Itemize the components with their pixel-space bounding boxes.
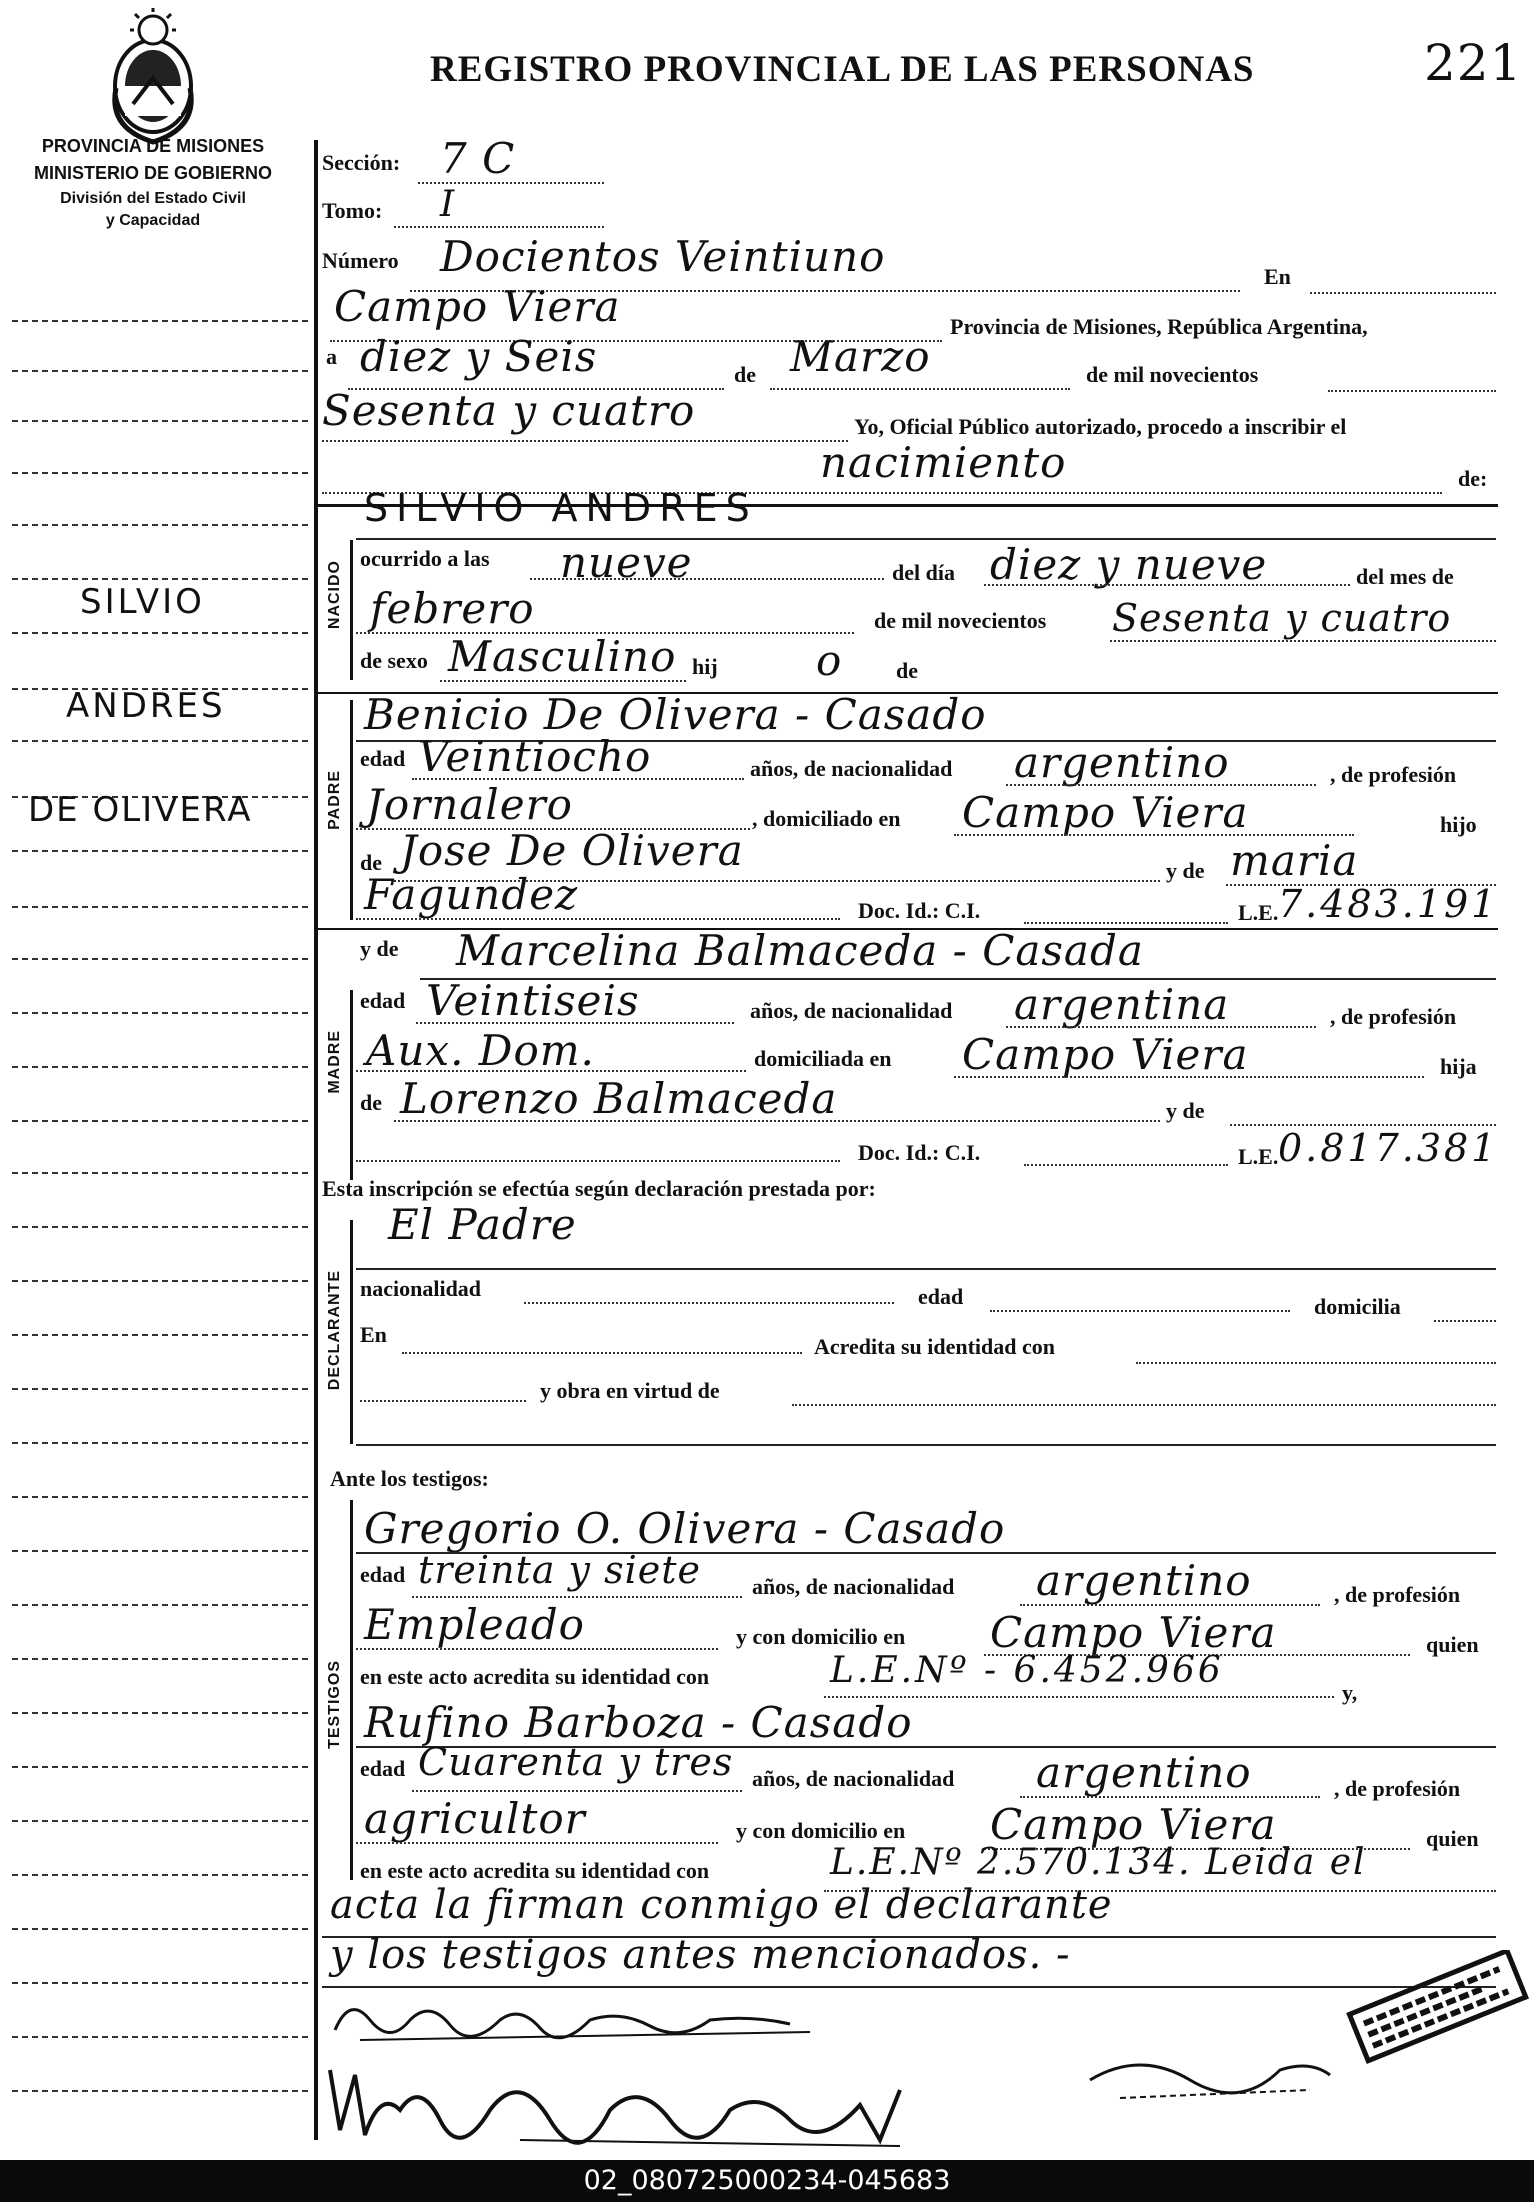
nacido-tag: NACIDO	[326, 560, 343, 630]
org-line-2: MINISTERIO DE GOBIERNO	[33, 163, 273, 183]
closing-line-1: acta la firman conmigo el declarante	[330, 1882, 1113, 1928]
org-block	[8, 136, 298, 230]
sexo-value: Masculino	[448, 632, 677, 681]
declarante-bracket	[350, 1220, 353, 1444]
t2-domicilio-label: y con domicilio en	[736, 1818, 906, 1843]
declarante-nac-label: nacionalidad	[360, 1276, 482, 1301]
yo-oficial-label: Yo, Oficial Público autorizado, procedo a inscribir el	[854, 414, 1347, 439]
t1-acredita-label: en este acto acredita su identidad con	[360, 1664, 710, 1689]
a-label: a	[326, 344, 337, 369]
testigos-bracket	[350, 1500, 353, 1880]
declarante-en-label: En	[360, 1322, 387, 1347]
madre-doc-label: Doc. Id.: C.I.	[858, 1140, 981, 1165]
margin-note-1: SILVIO	[80, 582, 205, 622]
t2-edad-label: edad	[360, 1756, 406, 1781]
declarante-edad-label: edad	[918, 1284, 964, 1309]
signature-declarante	[330, 1990, 850, 2050]
del-mes-label: del mes de	[1356, 564, 1454, 589]
madre-le-label: L.E.	[1238, 1144, 1279, 1169]
madre-y-de-label: y de	[360, 936, 399, 961]
tomo-label: Tomo:	[322, 198, 383, 223]
padre-doc-label: Doc. Id.: C.I.	[858, 898, 981, 923]
padre-dom-value: Campo Viera	[962, 788, 1249, 837]
madre-hija-label: hija	[1440, 1054, 1477, 1079]
org-line-1: PROVINCIA DE MISIONES	[41, 136, 265, 156]
t2-edad-value: Cuarenta y tres	[418, 1740, 734, 1784]
declarante-domicilia-label: domicilia	[1314, 1294, 1401, 1319]
madre-de-label: de	[360, 1090, 382, 1115]
declarante-tag: DECLARANTE	[326, 1270, 343, 1391]
t1-nac-value: argentino	[1036, 1556, 1252, 1605]
nombre-value: SILVIO ANDRES	[364, 486, 758, 530]
page-title: REGISTRO PROVINCIAL DE LAS PERSONAS	[430, 49, 1255, 90]
t1-doc-value: L.E.Nº - 6.452.966	[830, 1650, 1224, 1691]
t1-dom-value: Campo Viera	[990, 1608, 1277, 1657]
padre-edad-value: Veintiocho	[418, 732, 652, 781]
padre-de-label: de	[360, 850, 382, 875]
en-label: En	[1264, 264, 1291, 289]
seccion-value: 7 C	[440, 134, 516, 183]
numero-value: Docientos Veintiuno	[440, 232, 886, 281]
closing-line-2: y los testigos antes mencionados. -	[330, 1932, 1071, 1978]
page-number: 221	[1424, 34, 1523, 92]
anio-nac-value: Sesenta y cuatro	[1112, 596, 1452, 640]
padre-y-de-label: y de	[1166, 858, 1205, 883]
mes-nac-value: febrero	[370, 584, 535, 633]
hij-label: hij	[692, 654, 718, 679]
madre-tag: MADRE	[326, 1030, 343, 1094]
lugar-value: Campo Viera	[334, 282, 621, 331]
de-label: de	[734, 362, 756, 387]
t1-edad-value: treinta y siete	[418, 1548, 702, 1592]
madre-edad-value: Veintiseis	[426, 976, 640, 1025]
t2-profesion-label: , de profesión	[1334, 1776, 1461, 1801]
t2-doc-value: L.E.Nº 2.570.134. Leida el	[830, 1842, 1367, 1883]
madre-anios-nac-label: años, de nacionalidad	[750, 998, 953, 1023]
org-line-3: División del Estado Civil	[60, 190, 246, 207]
testigos-tag: TESTIGOS	[326, 1660, 343, 1749]
madre-dom-value: Campo Viera	[962, 1030, 1249, 1079]
padre-anios-nac-label: años, de nacionalidad	[750, 756, 953, 781]
document-id-footer: 02_080725000234-045683	[0, 2160, 1534, 2202]
de-colon-label: de:	[1458, 466, 1488, 491]
t2-anios-nac-label: años, de nacionalidad	[752, 1766, 955, 1791]
t1-domicilio-label: y con domicilio en	[736, 1624, 906, 1649]
anio-value: Sesenta y cuatro	[322, 386, 696, 435]
hij-de-label: de	[896, 658, 918, 683]
declarante-value: El Padre	[388, 1200, 577, 1249]
acto-value: nacimiento	[820, 438, 1067, 487]
t1-quien-label: quien	[1426, 1632, 1479, 1657]
t1-anios-nac-label: años, de nacionalidad	[752, 1574, 955, 1599]
provincia-label: Provincia de Misiones, República Argentina,	[950, 314, 1368, 339]
padre-padre-value: Jose De Olivera	[400, 826, 744, 875]
signature-oficial	[1080, 2040, 1340, 2110]
padre-bracket	[350, 700, 353, 920]
padre-le-label: L.E.	[1238, 900, 1279, 925]
padre-hijo-label: hijo	[1440, 812, 1477, 837]
del-dia-label: del día	[892, 560, 955, 585]
t2-quien-label: quien	[1426, 1826, 1479, 1851]
t1-prof-value: Empleado	[364, 1600, 585, 1649]
t1-profesion-label: , de profesión	[1334, 1582, 1461, 1607]
padre-domiciliado-label: , domiciliado en	[752, 806, 901, 831]
hora-value: nueve	[560, 538, 693, 587]
ante-testigos-label: Ante los testigos:	[330, 1466, 489, 1491]
numero-label: Número	[322, 248, 399, 273]
t2-nombre-value: Rufino Barboza - Casado	[364, 1698, 913, 1747]
org-line-4: y Capacidad	[105, 212, 201, 229]
t2-prof-value: agricultor	[364, 1794, 586, 1843]
t1-nombre-value: Gregorio O. Olivera - Casado	[364, 1504, 1006, 1553]
signature-testigos	[320, 2050, 960, 2150]
madre-nombre-value: Marcelina Balmaceda - Casada	[456, 926, 1144, 975]
de-sexo-label: de sexo	[360, 648, 428, 673]
margin-divider	[314, 140, 318, 2140]
seccion-label: Sección:	[322, 150, 401, 175]
madre-bracket	[350, 990, 353, 1180]
margin-note-2: ANDRES	[66, 686, 226, 726]
padre-prof-value: Jornalero	[366, 780, 573, 829]
madre-profesion-label: , de profesión	[1330, 1004, 1457, 1029]
padre-edad-label: edad	[360, 746, 406, 771]
de-mil-nov-label: de mil novecientos	[874, 608, 1047, 633]
madre-padre-value: Lorenzo Balmaceda	[400, 1074, 838, 1123]
padre-le-value: 7.483.191	[1278, 882, 1499, 926]
madre-domiciliada-label: domiciliada en	[754, 1046, 892, 1071]
t2-acredita-label: en este acto acredita su identidad con	[360, 1858, 710, 1883]
dia-value: diez y Seis	[360, 332, 598, 381]
esta-inscripcion-label: Esta inscripción se efectúa según declaración prestada por:	[322, 1176, 876, 1201]
padre-nombre-value: Benicio De Olivera - Casado	[364, 690, 987, 739]
madre-nac-value: argentina	[1014, 980, 1230, 1029]
declarante-acredita-label: Acredita su identidad con	[814, 1334, 1056, 1359]
madre-prof-value: Aux. Dom.	[366, 1026, 595, 1075]
madre-y-de-label-2: y de	[1166, 1098, 1205, 1123]
t2-dom-value: Campo Viera	[990, 1800, 1277, 1849]
padre-profesion-label: , de profesión	[1330, 762, 1457, 787]
t2-nac-value: argentino	[1036, 1748, 1252, 1797]
hij-value: o	[816, 636, 843, 685]
madre-edad-label: edad	[360, 988, 406, 1013]
tomo-value: I	[440, 184, 456, 225]
t1-edad-label: edad	[360, 1562, 406, 1587]
padre-madre2-value: Fagundez	[364, 870, 579, 919]
mes-value: Marzo	[790, 332, 931, 381]
ocurrido-label: ocurrido a las	[360, 546, 490, 571]
dia-nac-value: diez y nueve	[990, 540, 1268, 589]
de-mil-label: de mil novecientos	[1086, 362, 1259, 387]
coat-of-arms-icon	[98, 8, 208, 148]
madre-le-value: 0.817.381	[1278, 1126, 1499, 1170]
margin-note-3: DE OLIVERA	[28, 790, 253, 830]
declarante-y-obra-label: y obra en virtud de	[540, 1378, 720, 1403]
padre-nac-value: argentino	[1014, 738, 1230, 787]
padre-tag: PADRE	[326, 770, 343, 830]
nacido-bracket	[350, 540, 353, 680]
official-stamp-icon	[1340, 1950, 1530, 2070]
t1-y-label: y,	[1342, 1680, 1358, 1705]
padre-madre1-value: maria	[1230, 836, 1359, 885]
